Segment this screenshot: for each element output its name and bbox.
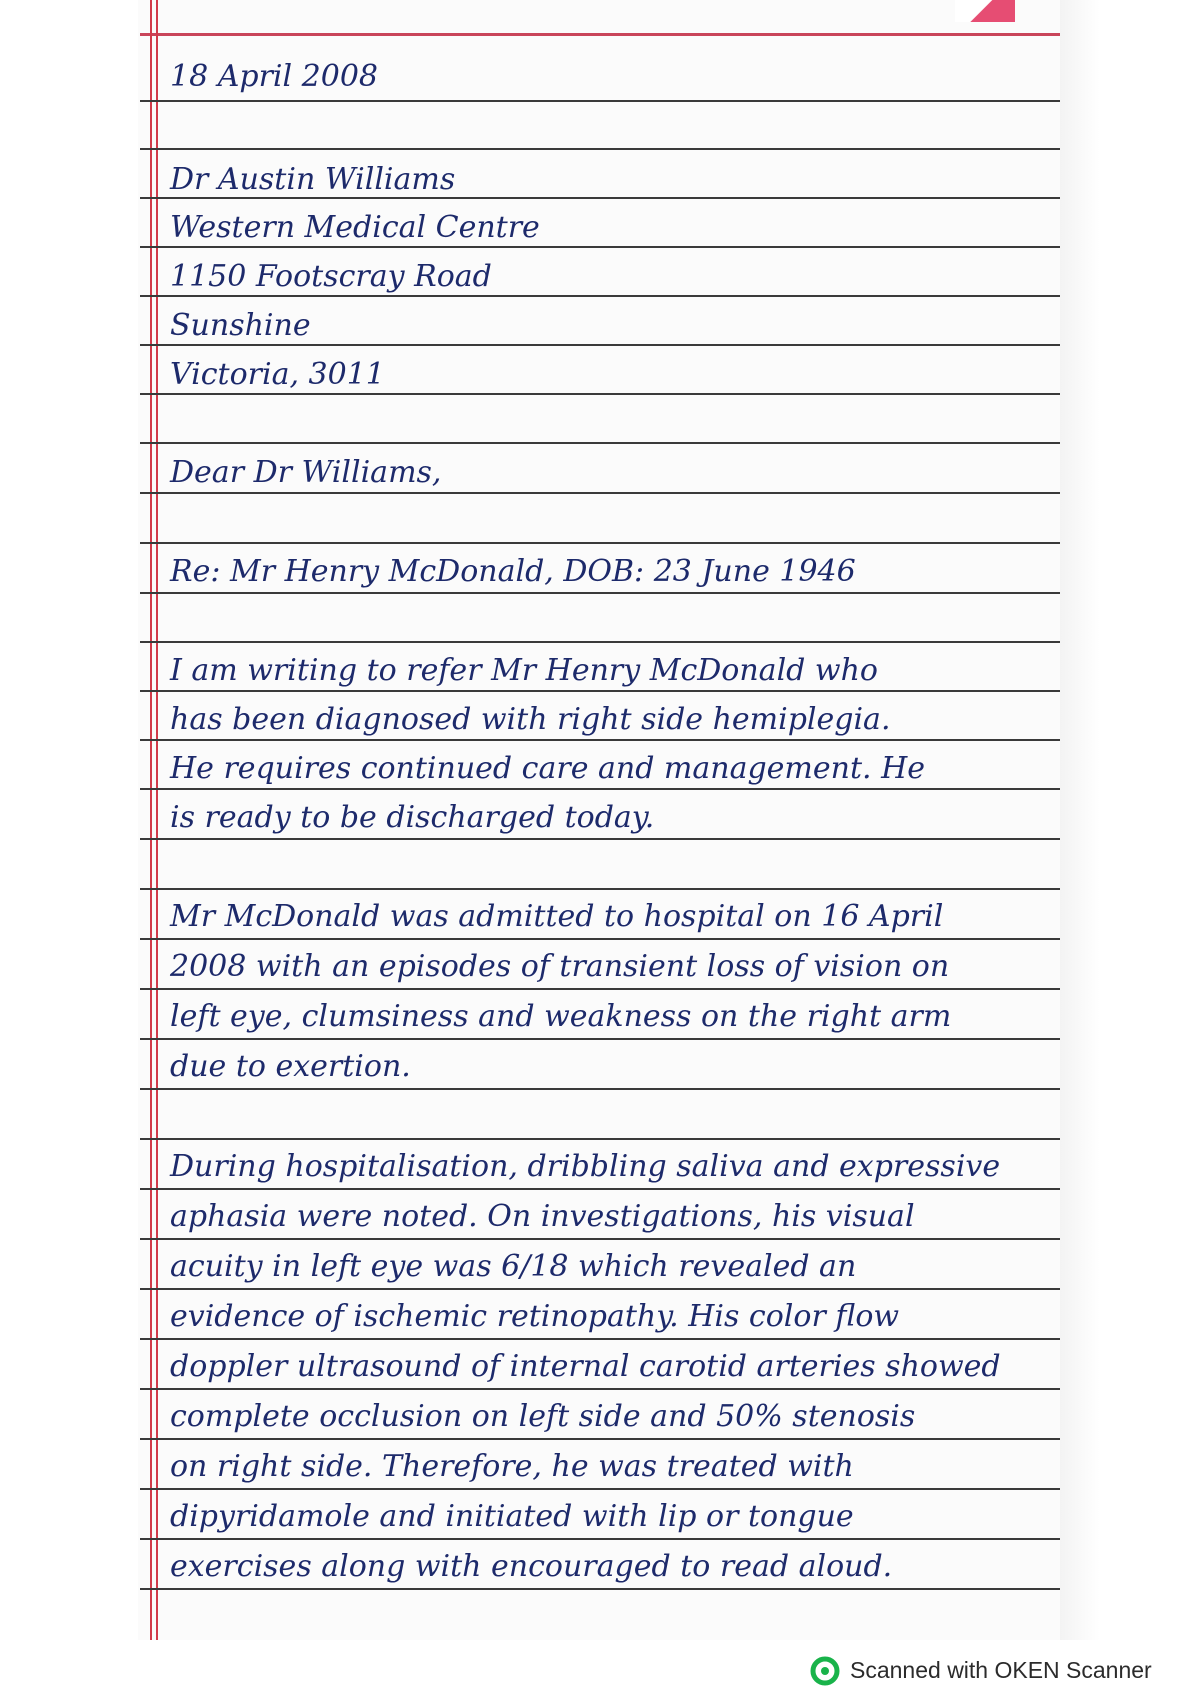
ruled-line — [140, 592, 1060, 594]
ruled-line — [140, 1388, 1060, 1390]
ruled-line — [140, 100, 1060, 102]
ruled-line — [140, 641, 1060, 643]
address-line: Western Medical Centre — [170, 210, 540, 245]
paragraph-line: evidence of ischemic retinopathy. His color flow — [170, 1299, 900, 1334]
paragraph-line: on right side. Therefore, he was treated with — [170, 1449, 854, 1484]
paragraph-line: is ready to be discharged today. — [170, 800, 655, 835]
ruled-line — [140, 1338, 1060, 1340]
paragraph-line: complete occlusion on left side and 50% stenosis — [170, 1399, 916, 1434]
ruled-line — [140, 442, 1060, 444]
ruled-line — [140, 542, 1060, 544]
ruled-line — [140, 1238, 1060, 1240]
ruled-line — [140, 1488, 1060, 1490]
scanner-logo-icon — [810, 1656, 840, 1686]
address-line: 1150 Footscray Road — [170, 259, 492, 294]
paragraph-line: acuity in left eye was 6/18 which revealed an — [170, 1249, 857, 1284]
ruled-line — [140, 1538, 1060, 1540]
paragraph-line: During hospitalisation, dribbling saliva and expressive — [170, 1149, 1001, 1184]
ruled-line — [140, 1138, 1060, 1140]
address-line: Sunshine — [170, 308, 311, 343]
paragraph-line: I am writing to refer Mr Henry McDonald who — [170, 653, 878, 688]
ruled-line — [140, 938, 1060, 940]
address-line: Dr Austin Williams — [170, 162, 456, 197]
re-line: Re: Mr Henry McDonald, DOB: 23 June 1946 — [170, 554, 856, 589]
ruled-line — [140, 1038, 1060, 1040]
ruled-line — [140, 1588, 1060, 1590]
paragraph-line: left eye, clumsiness and weakness on the right arm — [170, 999, 952, 1034]
paragraph-line: dipyridamole and initiated with lip or tongue — [170, 1499, 854, 1534]
top-margin-line — [140, 33, 1060, 36]
ruled-line — [140, 1288, 1060, 1290]
paragraph-line: has been diagnosed with right side hemiplegia. — [170, 702, 891, 737]
ruled-line — [140, 888, 1060, 890]
paragraph-line: Mr McDonald was admitted to hospital on 16 April — [170, 899, 944, 934]
ruled-line — [140, 838, 1060, 840]
page-fold — [1060, 0, 1100, 1640]
paragraph-line: exercises along with encouraged to read aloud. — [170, 1549, 893, 1584]
address-line: Victoria, 3011 — [170, 357, 385, 392]
salutation: Dear Dr Williams, — [170, 455, 442, 490]
ruled-line — [140, 148, 1060, 150]
ruled-line — [140, 1438, 1060, 1440]
scanner-watermark: Scanned with OKEN Scanner — [850, 1657, 1152, 1683]
ruled-line — [140, 1188, 1060, 1190]
paragraph-line: 2008 with an episodes of transient loss of vision on — [170, 949, 950, 984]
ruled-line — [140, 1088, 1060, 1090]
letter-date: 18 April 2008 — [170, 59, 378, 94]
paragraph-line: due to exertion. — [170, 1049, 411, 1084]
ruled-line — [140, 988, 1060, 990]
paragraph-line: He requires continued care and management. He — [170, 751, 925, 786]
paragraph-line: doppler ultrasound of internal carotid arteries showed — [170, 1349, 1001, 1384]
paragraph-line: aphasia were noted. On investigations, his visual — [170, 1199, 915, 1234]
page-corner-tab — [955, 0, 1015, 22]
